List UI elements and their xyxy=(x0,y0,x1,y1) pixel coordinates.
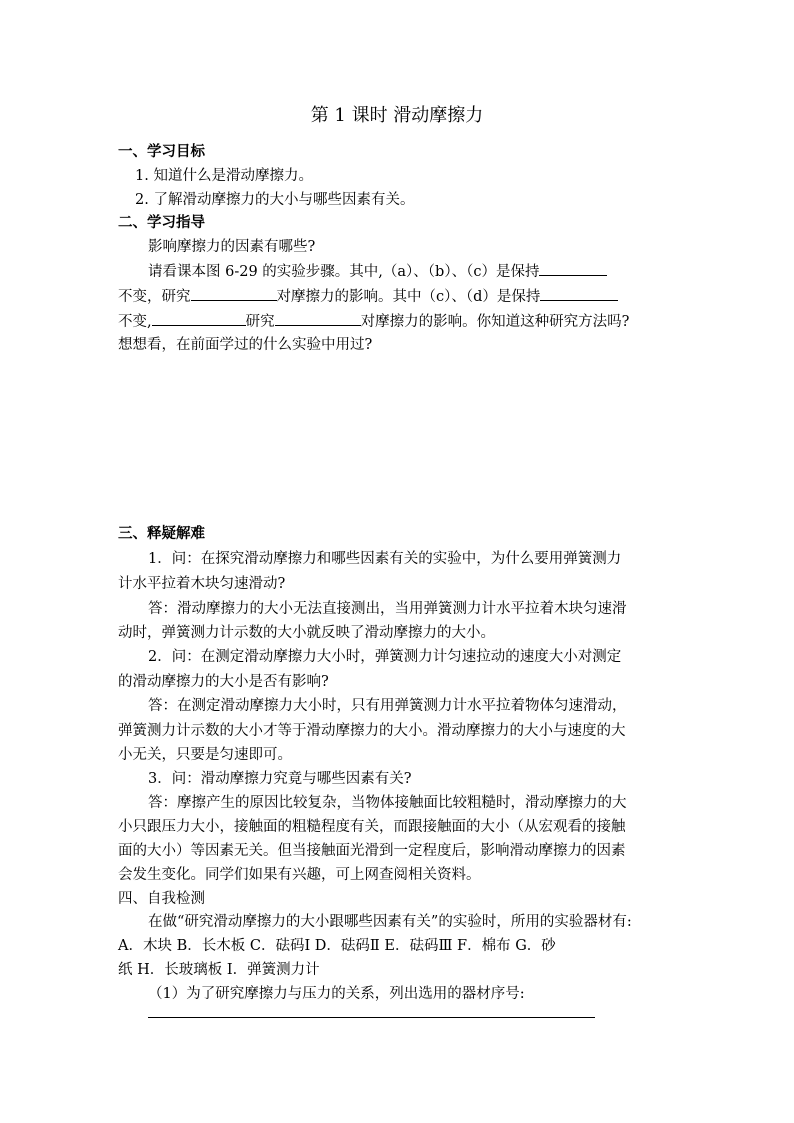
qa-line: 答：摩擦产生的原因比较复杂，当物体接触面比较粗糙时，滑动摩擦力的大 xyxy=(148,795,627,811)
qa-line: 动时，弹簧测力计示数的大小就反映了滑动摩擦力的大小。 xyxy=(118,625,495,641)
guide-text: 请看课本图 6-29 的实验步骤。其中,（a）、（b）、（c）是保持 xyxy=(148,264,540,280)
selfcheck-intro: 在做“研究滑动摩擦力的大小跟哪些因素有关”的实验时，所用的实验器材有: xyxy=(148,914,632,930)
qa-line: 答：在测定滑动摩擦力大小时，只有用弹簧测力计水平拉着物体匀速滑动， xyxy=(148,698,627,714)
qa-line: 的滑动摩擦力的大小是否有影响? xyxy=(118,674,329,690)
guide-text: 研究 xyxy=(245,314,275,330)
guide-text: 不变, xyxy=(118,314,152,330)
selfcheck-question-1: （1）为了研究摩擦力与压力的关系，列出选用的器材序号: xyxy=(148,986,525,1002)
goal-item-1: 1. 知道什么是滑动摩擦力。 xyxy=(135,168,313,184)
guide-text: 对摩擦力的影响。其中（c）、（d）是保持 xyxy=(276,289,541,305)
section-heading-guide: 二、学习指导 xyxy=(118,215,205,231)
page-title: 第 1 课时 滑动摩擦力 xyxy=(310,105,484,126)
section-heading-goals: 一、学习目标 xyxy=(118,144,205,160)
fill-blank-1[interactable] xyxy=(539,259,607,276)
goal-item-2: 2. 了解滑动摩擦力的大小与哪些因素有关。 xyxy=(135,192,415,208)
fill-blank-5[interactable] xyxy=(275,309,361,326)
qa-line: 3．问：滑动摩擦力究竟与哪些因素有关? xyxy=(148,771,412,787)
selfcheck-options-line-2: 纸 H．长玻璃板 I．弹簧测力计 xyxy=(118,962,320,978)
qa-line: 小只跟压力大小，接触面的粗糙程度有关，而跟接触面的大小（从宏观看的接触 xyxy=(118,819,626,835)
qa-line: 2．问：在测定滑动摩擦力大小时，弹簧测力计匀速拉动的速度大小对测定 xyxy=(148,649,622,665)
qa-line: 会发生变化。同学们如果有兴趣，可上网查阅相关资料。 xyxy=(118,867,481,883)
guide-paragraph-line-2 xyxy=(118,284,678,309)
guide-paragraph-line-4: 想想看，在前面学过的什么实验中用过? xyxy=(118,337,373,353)
qa-line: 面的大小）等因素无关。但当接触面光滑到一定程度后，影响滑动摩擦力的因素 xyxy=(118,843,626,859)
qa-line: 小无关，只要是匀速即可。 xyxy=(118,747,292,763)
guide-text: 不变，研究 xyxy=(118,289,191,305)
guide-text: 对摩擦力的影响。你知道这种研究方法吗? xyxy=(360,314,630,330)
guide-question: 影响摩擦力的因素有哪些? xyxy=(148,239,316,255)
qa-line: 1．问：在探究滑动摩擦力和哪些因素有关的实验中，为什么要用弹簧测力 xyxy=(148,551,622,567)
fill-blank-2[interactable] xyxy=(191,284,277,301)
qa-line: 弹簧测力计示数的大小才等于滑动摩擦力的大小。滑动摩擦力的大小与速度的大 xyxy=(118,723,626,739)
selfcheck-options-line-1: A．木块 B．长木板 C．砝码Ⅰ D．砝码Ⅱ E．砝码Ⅲ F．棉布 G．砂 xyxy=(118,938,556,954)
qa-line: 答：滑动摩擦力的大小无法直接测出，当用弹簧测力计水平拉着木块匀速滑 xyxy=(148,601,627,617)
qa-line: 计水平拉着木块匀速滑动? xyxy=(118,576,286,592)
answer-line[interactable] xyxy=(148,1017,595,1018)
fill-blank-4[interactable] xyxy=(152,309,246,326)
guide-paragraph-line-1 xyxy=(148,259,708,284)
section-heading-qa: 三、释疑解难 xyxy=(118,526,205,542)
guide-paragraph-line-3 xyxy=(118,309,678,334)
section-heading-selfcheck: 四、自我检测 xyxy=(118,891,205,907)
fill-blank-3[interactable] xyxy=(540,284,618,301)
